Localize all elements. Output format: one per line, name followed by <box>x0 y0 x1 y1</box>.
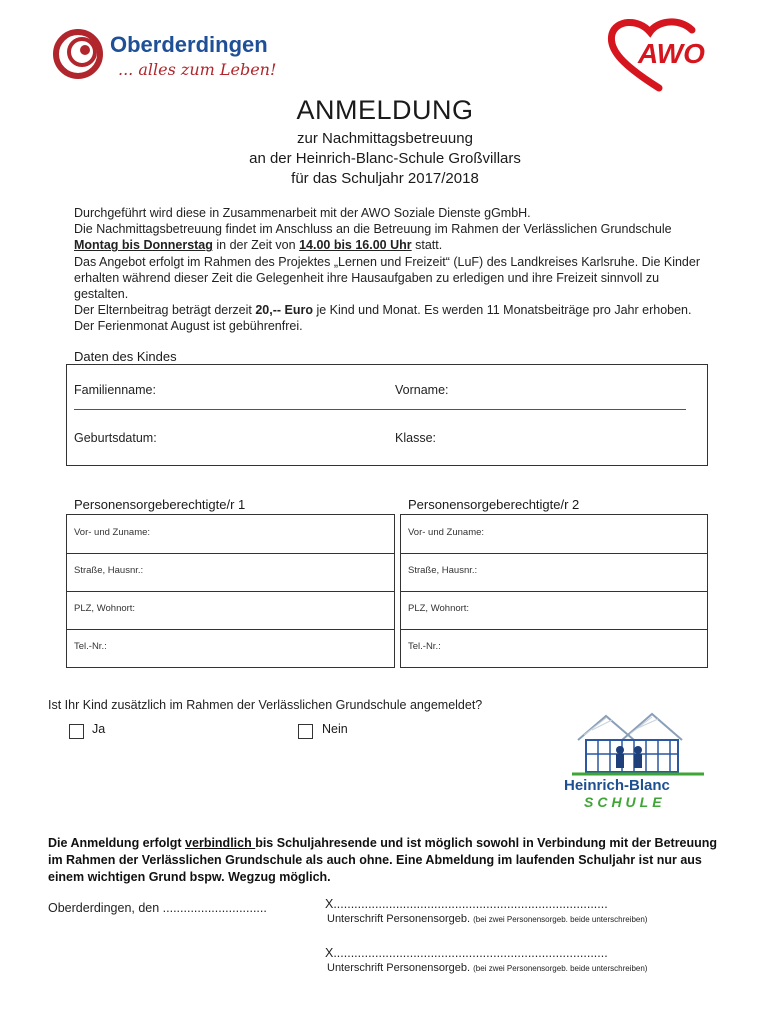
oberderdingen-swirl-icon <box>52 28 104 80</box>
awo-logo <box>604 16 714 92</box>
signature-label-text: Unterschrift Personensorgeb. <box>327 962 471 974</box>
intro-text-segment: Die Nachmittagsbetreuung findet im Anschluss an die Betreuung im Rahmen der Verlässlichen Grundschule <box>74 222 672 237</box>
familienname-label: Familienname: <box>74 383 156 397</box>
notice-text-segment: bis Schuljahresende und ist möglich sowohl in Verbindung mit der Betreuung im Rahmen der Verlässlichen Grundschule als auch ohne. Eine Abmeldung im laufenden Schuljahr ist nur aus einem wichtigen Grund bspw. Wegzug möglich. <box>48 836 718 884</box>
klasse-label: Klasse: <box>395 431 436 445</box>
logo-brand-text: Oberderdingen <box>110 32 268 57</box>
time-highlight: 14.00 bis 16.00 Uhr <box>299 238 412 253</box>
awo-logo-text: AWO <box>638 38 705 69</box>
guardian-2-city-field[interactable] <box>401 591 707 630</box>
intro-text <box>74 205 714 335</box>
field-label: Tel.-Nr.: <box>74 641 107 652</box>
school-building-icon <box>572 710 704 778</box>
child-section-heading: Daten des Kindes <box>74 349 177 364</box>
intro-paragraph-2 <box>74 221 714 253</box>
guardian-1-name-field[interactable] <box>67 515 394 554</box>
guardian-1-box <box>66 514 395 668</box>
page-title: ANMELDUNG <box>296 95 474 125</box>
notice-text-segment: Die Anmeldung erfolgt <box>48 836 186 850</box>
nein-label: Nein <box>322 722 348 736</box>
intro-text-segment: Der Elternbeitrag beträgt derzeit <box>74 303 256 318</box>
signature-line-2[interactable]: X............................................................................... <box>325 946 608 960</box>
guardian-1-street-field[interactable] <box>67 553 394 592</box>
signature-label-2 <box>327 962 647 974</box>
guardian-2-heading: Personensorgeberechtigte/r 2 <box>408 497 580 512</box>
vgs-question: Ist Ihr Kind zusätzlich im Rahmen der Verlässlichen Grundschule angemeldet? <box>48 698 483 712</box>
intro-paragraph-1: Durchgeführt wird diese in Zusammenarbeit mit der AWO Soziale Dienste gGmbH. <box>74 206 531 220</box>
field-label: Straße, Hausnr.: <box>74 565 144 576</box>
subtitle-line-3: für das Schuljahr 2017/2018 <box>291 170 479 187</box>
field-label: PLZ, Wohnort: <box>74 603 136 614</box>
vorname-label: Vorname: <box>395 383 449 397</box>
intro-paragraph-3: Das Angebot erfolgt im Rahmen des Projektes „Lernen und Freizeit“ (LuF) des Landkreises Karlsruhe. Die Kinder erhalten während dieser Zeit die Gelegenheit ihre Hausaufgaben zu erledigen und ihre Freizeit sinnvoll zu gestalten. <box>74 254 701 302</box>
signature-label-1 <box>327 913 647 925</box>
verbindlich-highlight: verbindlich <box>185 836 256 850</box>
subtitle-line-1: zur Nachmittagsbetreuung <box>297 130 473 147</box>
guardian-1-phone-field[interactable] <box>67 629 394 667</box>
nein-checkbox[interactable] <box>298 724 313 739</box>
guardian-2-box <box>400 514 708 668</box>
field-label: Tel.-Nr.: <box>408 641 441 652</box>
intro-paragraph-4 <box>74 302 714 334</box>
field-label: Straße, Hausnr.: <box>408 565 478 576</box>
signature-label-note: (bei zwei Personensorgeb. beide unterschreiben) <box>473 915 648 924</box>
ja-label: Ja <box>92 722 106 736</box>
guardian-2-phone-field[interactable] <box>401 629 707 667</box>
guardian-2-name-field[interactable] <box>401 515 707 554</box>
place-date-field[interactable]: Oberderdingen, den .............................. <box>48 901 267 915</box>
child-data-box <box>66 364 708 466</box>
guardian-1-city-field[interactable] <box>67 591 394 630</box>
intro-text-segment: in der Zeit von <box>212 238 300 253</box>
ja-checkbox[interactable] <box>69 724 84 739</box>
subtitle-line-2: an der Heinrich-Blanc-Schule Großvillars <box>249 150 521 167</box>
oberderdingen-logo <box>52 28 302 84</box>
guardian-1-heading: Personensorgeberechtigte/r 1 <box>74 497 246 512</box>
school-name-text: Heinrich-Blanc <box>564 777 670 794</box>
logo-slogan-text: ... alles zum Leben! <box>118 60 277 79</box>
binding-notice <box>48 835 728 886</box>
name-input-line[interactable] <box>74 409 686 410</box>
signature-label-note: (bei zwei Personensorgeb. beide unterschreiben) <box>473 964 648 973</box>
signature-line-1[interactable]: X............................................................................... <box>325 897 608 911</box>
guardian-2-street-field[interactable] <box>401 553 707 592</box>
intro-text-segment: je Kind und Monat. Es werden 11 Monatsbeiträge pro Jahr erhoben. Der Ferienmonat August ist gebührenfrei. <box>74 303 692 334</box>
field-label: Vor- und Zuname: <box>74 527 151 538</box>
signature-label-text: Unterschrift Personensorgeb. <box>327 913 471 925</box>
days-highlight: Montag bis Donnerstag <box>74 238 213 253</box>
field-label: Vor- und Zuname: <box>408 527 485 538</box>
intro-text-segment: statt. <box>411 238 443 253</box>
school-schule-text: SCHULE <box>584 794 666 810</box>
geburtsdatum-label: Geburtsdatum: <box>74 431 157 445</box>
field-label: PLZ, Wohnort: <box>408 603 470 614</box>
school-logo <box>564 710 704 810</box>
fee-highlight: 20,-- Euro <box>255 303 313 318</box>
